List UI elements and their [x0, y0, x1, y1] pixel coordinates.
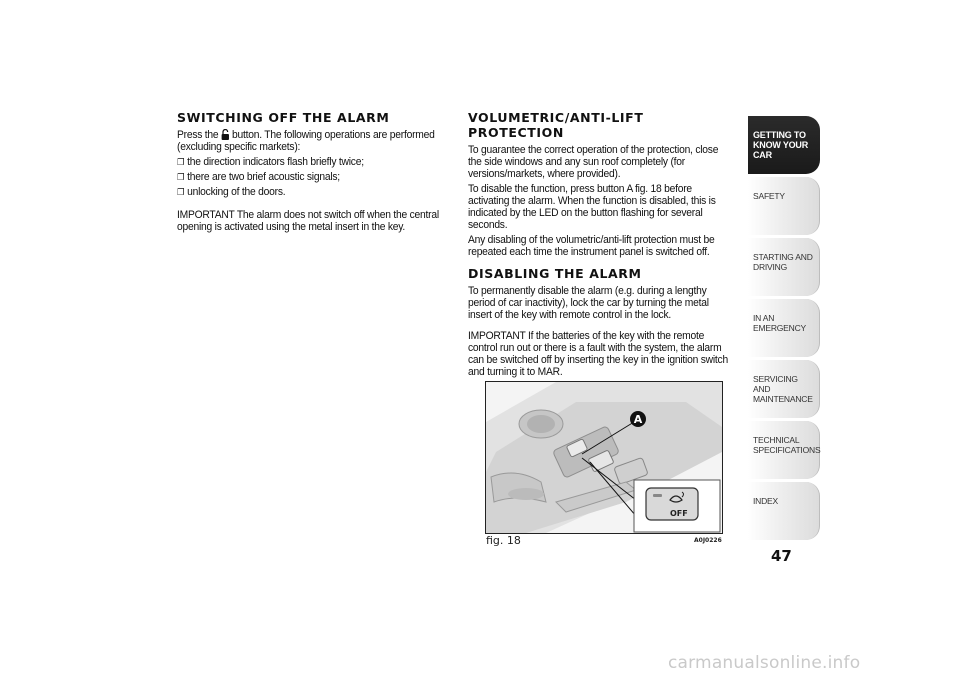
checkbox-bullet-icon: ❐	[177, 172, 185, 182]
tab-safety[interactable]	[748, 177, 820, 235]
right-column	[468, 110, 736, 381]
tab-in-an-emergency[interactable]	[748, 299, 820, 357]
paragraph: To disable the function, press button A fig. 18 before activating the alarm. When the function is disabled, this is indicated by the LED on the button flashing for several seconds.	[468, 183, 716, 231]
list-item-text: the direction indicators flash briefly twice;	[187, 156, 364, 168]
intro-after: button. The following operations are performed (excluding specific markets):	[177, 129, 435, 153]
important-note: IMPORTANT The alarm does not switch off when the central opening is activated using the metal insert in the key.	[177, 209, 439, 233]
tab-label: TECHNICAL SPECIFICATIONS	[753, 435, 821, 455]
intro-paragraph	[177, 129, 450, 153]
list-item-text: unlocking of the doors.	[187, 186, 286, 198]
checkbox-bullet-icon: ❐	[177, 157, 185, 167]
watermark-text[interactable]: carmanualsonline.info	[668, 653, 861, 673]
list-item	[177, 156, 450, 168]
chapter-tabs	[748, 116, 820, 543]
tab-starting-and-driving[interactable]	[748, 238, 820, 296]
tab-getting-to-know-your-car[interactable]	[748, 116, 820, 174]
paragraph: To permanently disable the alarm (e.g. during a lengthy period of car inactivity), lock the car by turning the metal insert of the key with remote control in the lock.	[468, 285, 709, 321]
figure-code: A0J0226	[694, 537, 722, 544]
page-number: 47	[771, 547, 792, 565]
figure-18-illustration	[485, 381, 723, 534]
list-item-text: there are two brief acoustic signals;	[187, 171, 340, 183]
list-item	[177, 171, 450, 183]
off-button-text: OFF	[670, 509, 688, 518]
tab-label: IN AN EMERGENCY	[753, 313, 806, 333]
tab-index[interactable]	[748, 482, 820, 540]
important-note: IMPORTANT If the batteries of the key with the remote control run out or there is a fault with the system, the alarm can be switched off by inserting the key in the ignition switch and turning it to MAR.	[468, 330, 728, 378]
callout-a-label: A	[633, 413, 643, 426]
tab-label: SAFETY	[753, 191, 785, 201]
tab-label: STARTING AND DRIVING	[753, 252, 813, 272]
unlock-icon	[221, 129, 229, 140]
section-heading-switching-off: SWITCHING OFF THE ALARM	[177, 110, 390, 125]
tab-label: INDEX	[753, 496, 778, 506]
list-item	[177, 186, 450, 198]
paragraph: Any disabling of the volumetric/anti-lift protection must be repeated each time the instrument panel is switched off.	[468, 234, 715, 258]
roof-console-drawing	[486, 382, 722, 533]
tab-technical-specifications[interactable]	[748, 421, 820, 479]
section-heading-volumetric: VOLUMETRIC/ANTI-LIFT PROTECTION	[468, 110, 644, 140]
left-column	[177, 110, 452, 236]
intro-before: Press the	[177, 129, 219, 141]
tab-label: SERVICING AND MAINTENANCE	[753, 374, 813, 404]
tab-label: GETTING TO KNOW YOUR CAR	[753, 130, 809, 160]
checkbox-bullet-icon: ❐	[177, 187, 185, 197]
section-heading-disabling: DISABLING THE ALARM	[468, 266, 642, 281]
paragraph: To guarantee the correct operation of the protection, close the side windows and any sun roof completely (for versions/markets, where provided).	[468, 144, 719, 180]
figure-caption: fig. 18	[486, 534, 521, 547]
tab-servicing-and-maintenance[interactable]	[748, 360, 820, 418]
